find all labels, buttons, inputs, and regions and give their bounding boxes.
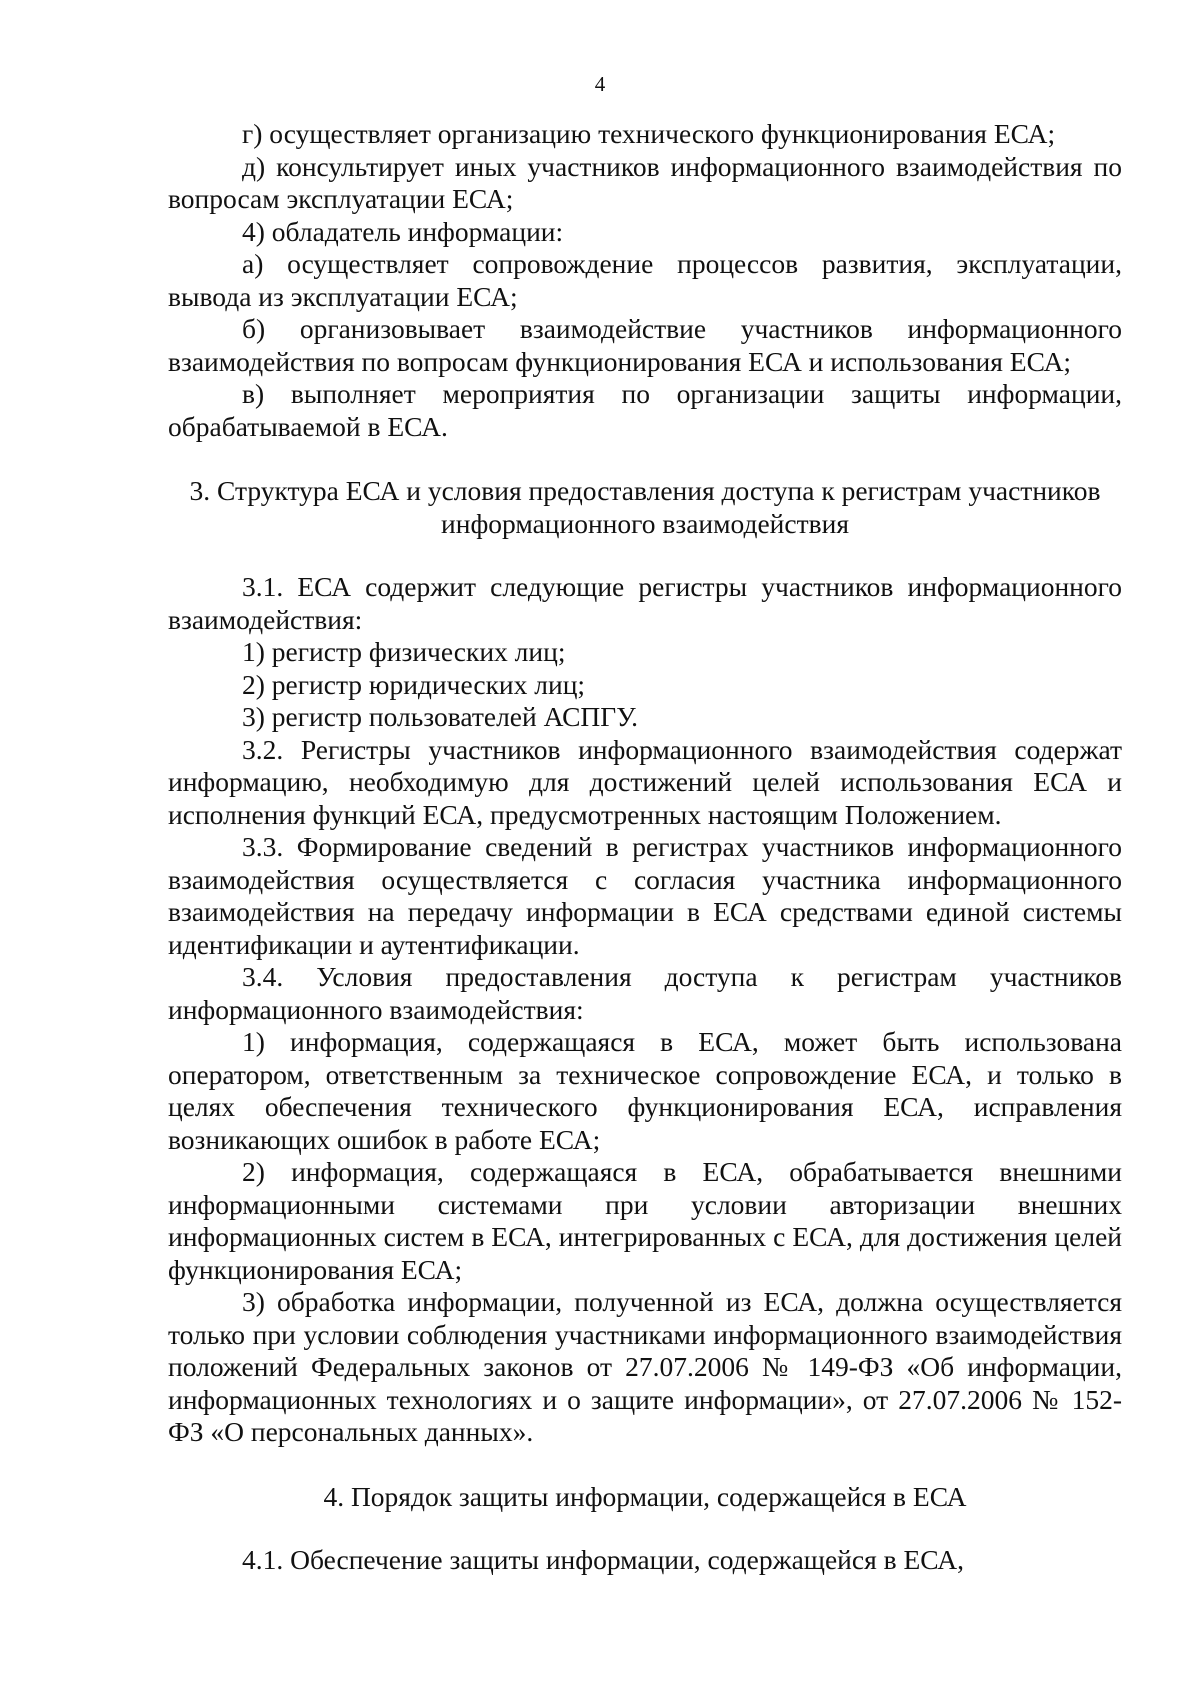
document-body <box>168 118 1122 1577</box>
paragraph-3-4: 3.4. Условия предоставления доступа к регистрам участников информационного взаимодействия: <box>168 961 1122 1025</box>
paragraph-b: б) организовывает взаимодействие участников информационного взаимодействия по вопросам функционирования ЕСА и использования ЕСА; <box>168 313 1122 377</box>
list-item-registry-physical: 1) регистр физических лиц; <box>242 636 566 667</box>
list-item-access-3: 3) обработка информации, полученной из ЕСА, должна осуществляется только при условии соблюдения участниками информационного взаимодействия положений Федеральных законов от 27.07.2006 № 149-ФЗ «Об информации, информационных технологиях и о защите информации», от 27.07.2006 № 152-ФЗ «О персональных данных». <box>168 1286 1122 1447</box>
section-3-body <box>168 571 1122 1449</box>
list-item-registry-legal: 2) регистр юридических лиц; <box>242 668 586 700</box>
list-item-access-2: 2) информация, содержащаяся в ЕСА, обрабатывается внешними информационными системами при условии авторизации внешних информационных систем в ЕСА, интегрированных с ЕСА, для достижения целей функционирования ЕСА; <box>168 1156 1122 1285</box>
paragraph-4-1: 4.1. Обеспечение защиты информации, содержащейся в ЕСА, <box>242 1544 964 1575</box>
section-3-heading: 3. Структура ЕСА и условия предоставления доступа к регистрам участников информационного взаимодействия <box>189 475 1101 539</box>
paragraph-3-2: 3.2. Регистры участников информационного взаимодействия содержат информацию, необходимую для достижений целей использования ЕСА и исполнения функций ЕСА, предусмотренных настоящим Положением. <box>168 733 1122 830</box>
page-number: 4 <box>594 72 606 96</box>
paragraph-g: г) осуществляет организацию технического функционирования ЕСА; <box>242 118 1056 149</box>
paragraph-3-3: 3.3. Формирование сведений в регистрах участников информационного взаимодействия осуществляется с согласия участника информационного взаимодействия на передачу информации в ЕСА средствами единой системы идентификации и аутентификации. <box>168 831 1122 960</box>
list-item-registry-users: 3) регистр пользователей АСПГУ. <box>242 701 639 732</box>
paragraph-4: 4) обладатель информации: <box>242 215 564 247</box>
section-4-heading: 4. Порядок защиты информации, содержащейся в ЕСА <box>323 1480 967 1512</box>
paragraph-3-1: 3.1. ЕСА содержит следующие регистры участников информационного взаимодействия: <box>168 571 1122 635</box>
list-item-access-1: 1) информация, содержащаяся в ЕСА, может быть использована оператором, ответственным за техническое сопровождение ЕСА, и только в целях обеспечения технического функционирования ЕСА, исправления возникающих ошибок в работе ЕСА; <box>168 1026 1122 1155</box>
paragraph-a: а) осуществляет сопровождение процессов развития, эксплуатации, вывода из эксплуатации ЕСА; <box>168 248 1122 312</box>
paragraph-d: д) консультирует иных участников информационного взаимодействия по вопросам эксплуатации ЕСА; <box>168 150 1122 214</box>
paragraph-v: в) выполняет мероприятия по организации защиты информации, обрабатываемой в ЕСА. <box>168 378 1122 442</box>
